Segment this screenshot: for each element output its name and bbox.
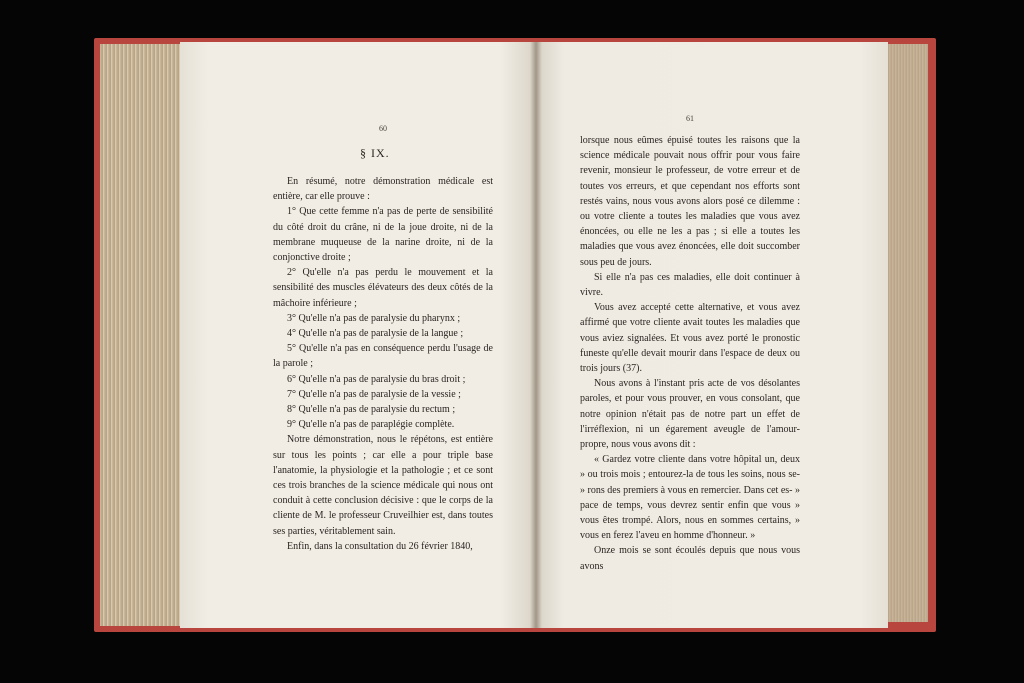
list-item: 3° Qu'elle n'a pas de paralysie du pharynx ;	[287, 312, 461, 324]
page-edges-left	[100, 44, 186, 626]
list-item: 4° Qu'elle n'a pas de paralysie de la langue ;	[287, 328, 464, 340]
left-page-text	[273, 174, 493, 554]
list-item: 2° Qu'elle n'a pas perdu le mouvement et la sensibilité des muscles élévateurs des deux côtés de la mâchoire inférieure ;	[273, 267, 493, 309]
paragraph: Enfin, dans la consultation du 26 février 1840,	[287, 540, 473, 552]
book-gutter	[530, 42, 542, 628]
list-item: 5° Qu'elle n'a pas en conséquence perdu l'usage de la parole ;	[273, 343, 493, 370]
left-page	[180, 42, 536, 628]
list-item: 1° Que cette femme n'a pas de perte de sensibilité du côté droit du crâne, ni de la joue droite, ni de la membrane muqueuse de la narine droite, ni de la conjonctive droite ;	[273, 206, 493, 264]
list-item: 7° Qu'elle n'a pas de paralysie de la vessie ;	[287, 388, 461, 400]
page-edges-right	[886, 44, 928, 622]
paragraph: Notre démonstration, nous le répétons, est entière sur tous les points ; car elle a pour triple base l'anatomie, la physiologie et la pathologie ; et ce sont ces trois branches de la science médicale qui nous ont conduit à cette conclusion décisive : que le corps de la cliente de M. le professeur Cruveilhier est, dans toutes ses parties, véritablement sain.	[273, 434, 493, 537]
right-page-text	[580, 133, 800, 574]
list-item: 8° Qu'elle n'a pas de paralysie du rectum ;	[287, 404, 456, 416]
section-title: § IX.	[360, 146, 390, 160]
paragraph: Onze mois se sont écoulés depuis que nous vous avons	[580, 545, 800, 572]
paragraph: Nous avons à l'instant pris acte de vos désolantes paroles, et pour vous prouver, en vous consolant, que notre opinion n'était pas de notre part un effet de l'irréflexion, ni un égarement aveugle de l'amour-propre, nous vous avons dit :	[580, 378, 800, 451]
paragraph: En résumé, notre démonstration médicale est entière, car elle prouve :	[273, 176, 493, 203]
paragraph: Si elle n'a pas ces maladies, elle doit continuer à vivre.	[580, 271, 800, 299]
list-item: 9° Qu'elle n'a pas de paraplégie complète.	[287, 419, 455, 431]
page-number: 60	[379, 124, 387, 133]
quotation: « Gardez votre cliente dans votre hôpital un, deux » ou trois mois ; entourez-la de tous les soins, nous se- » rons des premiers à vous en remercier. Dans cet es- » pace de temps, vous devrez sentir enfin que vous » vous êtes trompé. Alors, nous en sommes certains, » vous en ferez l'aveu en homme d'honneur. »	[580, 454, 800, 542]
open-book	[94, 38, 936, 632]
paragraph: Vous avez accepté cette alternative, et vous avez affirmé que votre cliente avait toutes les maladies que vous aviez signalées. Et vous avez porté le pronostic funeste qu'elle devait mourir dans l'espace de deux ou trois jours (37).	[580, 302, 800, 375]
page-number: 61	[686, 114, 694, 123]
list-item: 6° Qu'elle n'a pas de paralysie du bras droit ;	[287, 373, 466, 385]
right-page	[536, 42, 888, 628]
paragraph: lorsque nous eûmes épuisé toutes les raisons que la science médicale pouvait nous offrir pour vous faire revenir, monsieur le professeur, de votre erreur et de toutes vos erreurs, et que cependant nos efforts sont restés vains, nous vous avons alors posé ce dilemme : ou votre cliente a toutes les maladies que vous avez énoncées, ou elle ne les a pas ; si elle a toutes les maladies que vous avez énoncées, elle doit succomber sous peu de jours.	[580, 135, 800, 268]
